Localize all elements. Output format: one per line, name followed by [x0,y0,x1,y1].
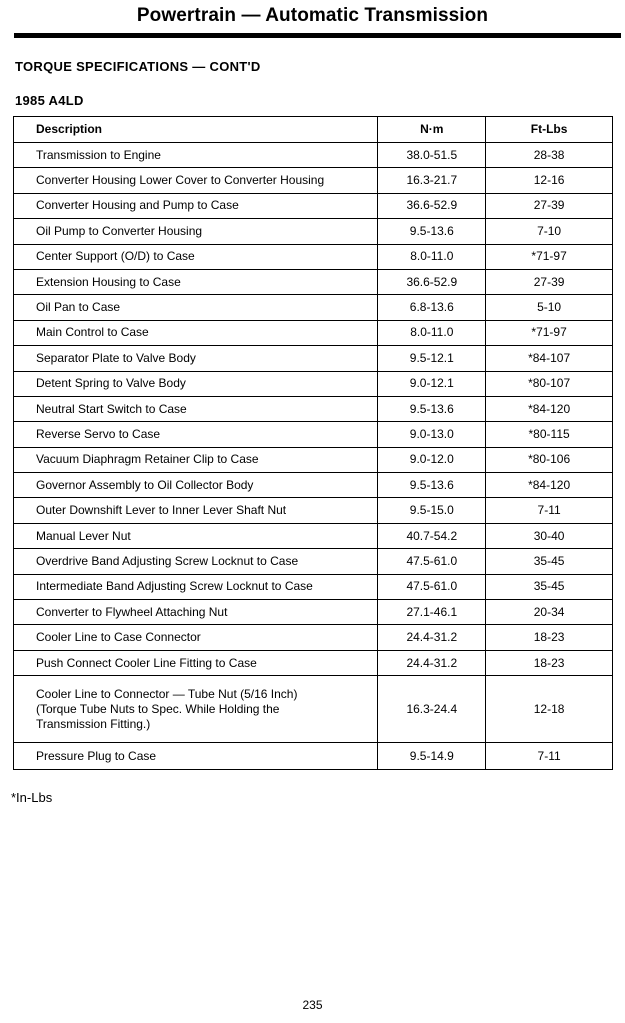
row-description: Outer Downshift Lever to Inner Lever Shaft Nut [14,498,378,523]
column-header-ftlbs: Ft-Lbs [486,117,613,143]
row-description: Transmission to Engine [14,143,378,168]
row-nm: 8.0-11.0 [378,320,486,345]
table-row [14,473,613,498]
row-description: Push Connect Cooler Line Fitting to Case [14,650,378,675]
column-header-nm: N·m [378,117,486,143]
table-row [14,371,613,396]
row-nm: 9.5-12.1 [378,346,486,371]
table-body [14,143,613,770]
row-nm: 47.5-61.0 [378,549,486,574]
row-nm: 47.5-61.0 [378,574,486,599]
row-nm: 9.5-15.0 [378,498,486,523]
row-nm: 24.4-31.2 [378,650,486,675]
table-row [14,574,613,599]
table-row [14,269,613,294]
row-description: Intermediate Band Adjusting Screw Locknut to Case [14,574,378,599]
table-row [14,549,613,574]
row-nm: 9.5-13.6 [378,396,486,421]
row-description: Manual Lever Nut [14,523,378,548]
row-description: Oil Pump to Converter Housing [14,219,378,244]
row-description: Extension Housing to Case [14,269,378,294]
row-description-line: Cooler Line to Connector — Tube Nut (5/16 Inch) [36,686,298,701]
row-nm: 36.6-52.9 [378,269,486,294]
row-ftlbs: *84-120 [486,396,613,421]
row-ftlbs: *71-97 [486,244,613,269]
row-description: Center Support (O/D) to Case [14,244,378,269]
row-description: Converter to Flywheel Attaching Nut [14,600,378,625]
row-ftlbs: 28-38 [486,143,613,168]
row-description: Neutral Start Switch to Case [14,396,378,421]
row-nm: 40.7-54.2 [378,523,486,548]
row-nm: 9.5-14.9 [378,743,486,770]
table-row [14,743,613,770]
row-ftlbs: 12-16 [486,168,613,193]
table-row [14,295,613,320]
table-row [14,447,613,472]
row-description: Main Control to Case [14,320,378,345]
row-description: Vacuum Diaphragm Retainer Clip to Case [14,447,378,472]
table-row [14,625,613,650]
row-description: Converter Housing and Pump to Case [14,193,378,218]
row-ftlbs: 27-39 [486,269,613,294]
row-nm: 9.0-12.1 [378,371,486,396]
row-nm: 9.5-13.6 [378,473,486,498]
row-ftlbs: 35-45 [486,549,613,574]
table-row [14,219,613,244]
row-nm: 38.0-51.5 [378,143,486,168]
row-ftlbs: *80-106 [486,447,613,472]
row-ftlbs: 27-39 [486,193,613,218]
torque-spec-table [13,116,613,770]
row-ftlbs: *84-120 [486,473,613,498]
row-nm: 9.0-12.0 [378,447,486,472]
row-description-line: Transmission Fitting.) [36,716,151,731]
table-row [14,676,613,743]
row-description: Governor Assembly to Oil Collector Body [14,473,378,498]
row-nm: 6.8-13.6 [378,295,486,320]
row-ftlbs: 18-23 [486,650,613,675]
table-row [14,244,613,269]
table-row [14,600,613,625]
row-ftlbs: 18-23 [486,625,613,650]
footnote: *In-Lbs [11,790,53,805]
table-row [14,422,613,447]
table-row [14,650,613,675]
row-description: Reverse Servo to Case [14,422,378,447]
row-description: Pressure Plug to Case [14,743,378,770]
row-description: Overdrive Band Adjusting Screw Locknut to Case [14,549,378,574]
row-ftlbs: 20-34 [486,600,613,625]
row-description: Cooler Line to Case Connector [14,625,378,650]
row-ftlbs: 35-45 [486,574,613,599]
header-rule [14,33,621,38]
row-ftlbs: 12-18 [486,676,613,743]
row-ftlbs: 7-11 [486,498,613,523]
row-nm: 16.3-21.7 [378,168,486,193]
table-row [14,498,613,523]
row-description-line: (Torque Tube Nuts to Spec. While Holding the [36,701,280,716]
page-title: Powertrain — Automatic Transmission [136,5,489,26]
table-row [14,320,613,345]
row-ftlbs: *71-97 [486,320,613,345]
row-description: Oil Pan to Case [14,295,378,320]
row-nm: 8.0-11.0 [378,244,486,269]
table-row [14,193,613,218]
row-nm: 27.1-46.1 [378,600,486,625]
table-title: 1985 A4LD [15,93,84,108]
row-nm: 16.3-24.4 [378,676,486,743]
row-nm: 36.6-52.9 [378,193,486,218]
column-header-description: Description [14,117,378,143]
row-description: Detent Spring to Valve Body [14,371,378,396]
table-header-row [14,117,613,143]
row-ftlbs: 7-11 [486,743,613,770]
row-ftlbs: 5-10 [486,295,613,320]
row-ftlbs: 30-40 [486,523,613,548]
row-description [14,676,378,743]
page-number: 235 [302,998,323,1012]
row-description: Converter Housing Lower Cover to Converter Housing [14,168,378,193]
row-ftlbs: *84-107 [486,346,613,371]
row-ftlbs: 7-10 [486,219,613,244]
table-row [14,168,613,193]
table-row [14,143,613,168]
table-row [14,396,613,421]
row-nm: 9.0-13.0 [378,422,486,447]
section-title: TORQUE SPECIFICATIONS — CONT'D [15,59,261,74]
row-nm: 9.5-13.6 [378,219,486,244]
row-description: Separator Plate to Valve Body [14,346,378,371]
table-row [14,523,613,548]
table-row [14,346,613,371]
row-ftlbs: *80-115 [486,422,613,447]
row-ftlbs: *80-107 [486,371,613,396]
row-nm: 24.4-31.2 [378,625,486,650]
